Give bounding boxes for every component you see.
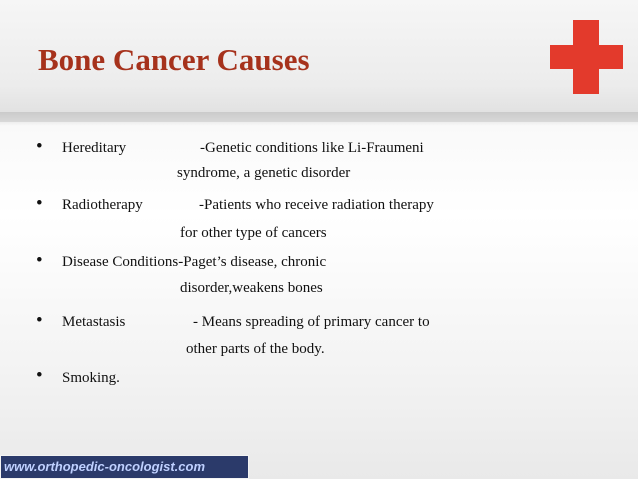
bullet-icon: • — [36, 365, 43, 386]
list-item-term: Radiotherapy — [62, 197, 143, 213]
list-item-description-continued: for other type of cancers — [180, 225, 327, 241]
list-item-term: Smoking. — [62, 370, 120, 386]
list-item-description: - Means spreading of primary cancer to — [193, 314, 430, 330]
list-item-description: -Genetic conditions like Li-Fraumeni — [200, 140, 424, 156]
bullet-icon: • — [36, 310, 43, 331]
list-item-description-continued: disorder,weakens bones — [180, 280, 323, 296]
bullet-icon: • — [36, 193, 43, 214]
bullet-icon: • — [36, 136, 43, 157]
list-item-term: Metastasis — [62, 314, 126, 330]
slide-title: Bone Cancer Causes — [38, 42, 310, 77]
bullet-icon: • — [36, 250, 43, 271]
list-item-term: Disease Conditions-Paget’s disease, chronic — [62, 254, 327, 270]
list-item-description-continued: other parts of the body. — [186, 341, 325, 357]
list-item-term: Hereditary — [62, 140, 127, 156]
footer-website-link[interactable]: www.orthopedic-oncologist.com — [0, 455, 249, 479]
list-item-description-continued: syndrome, a genetic disorder — [177, 165, 351, 181]
list-item-description: -Patients who receive radiation therapy — [199, 197, 434, 213]
